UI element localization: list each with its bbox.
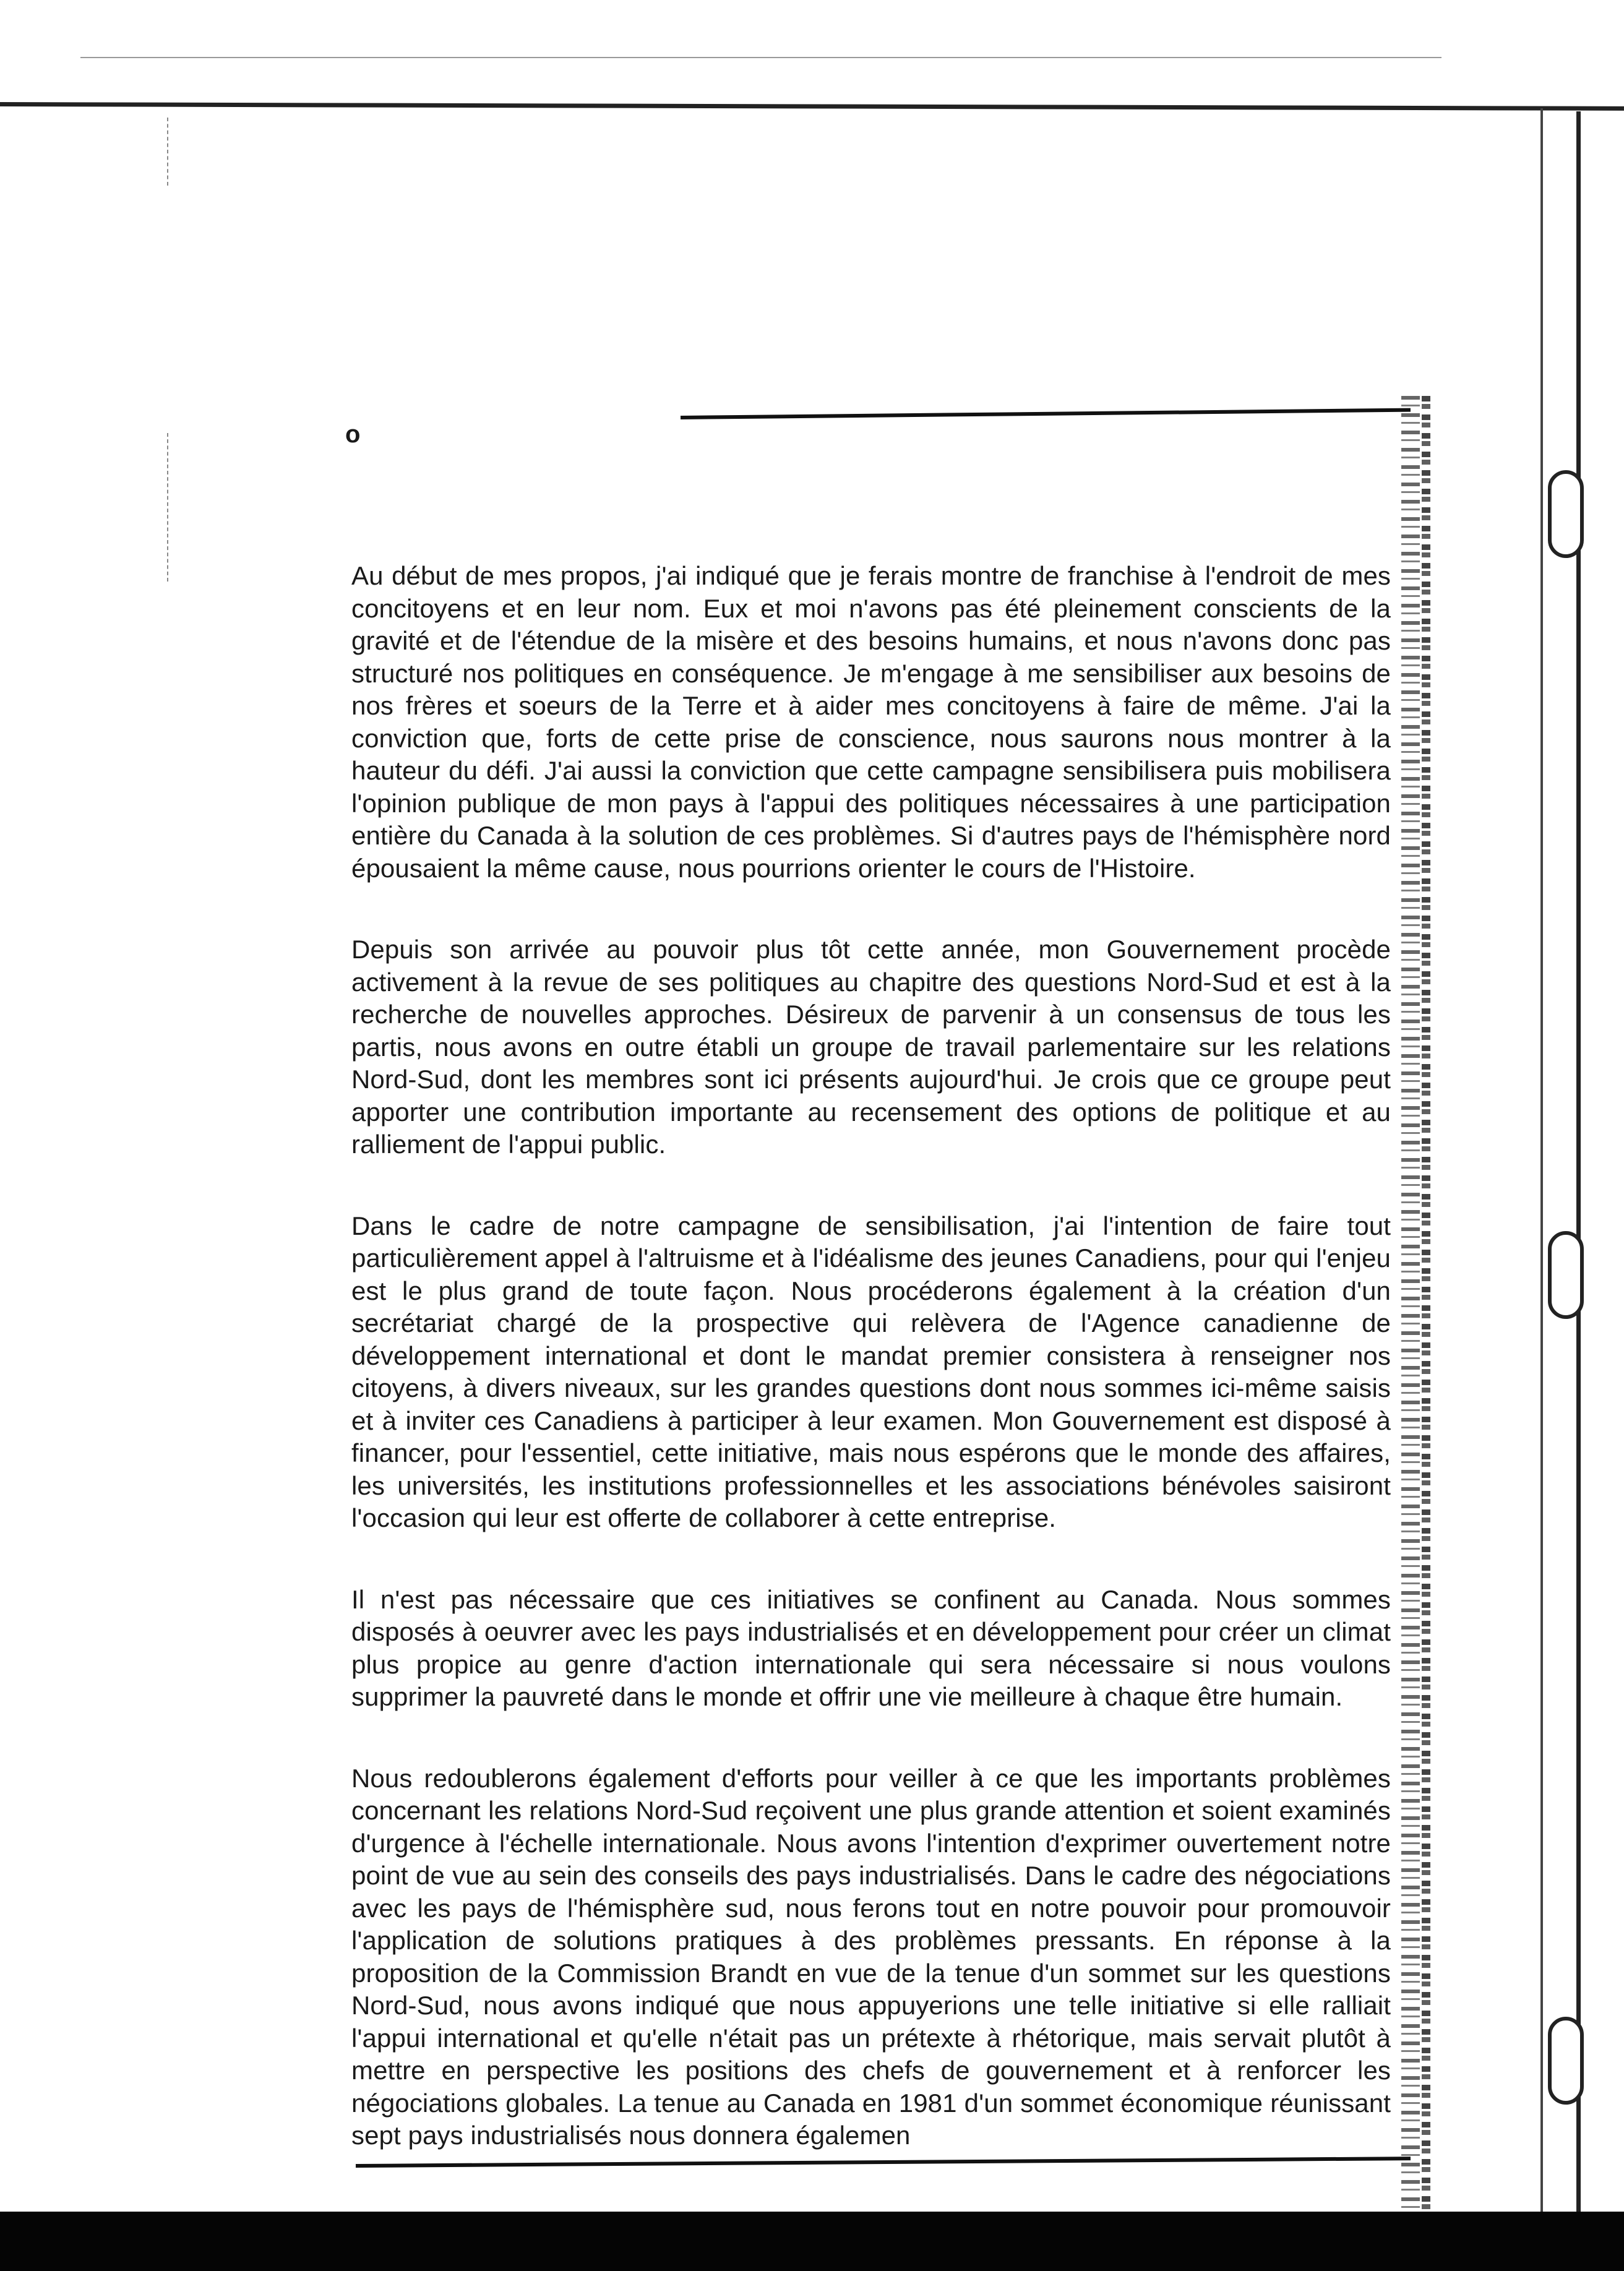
document-body [351, 560, 1391, 2152]
top-rule [681, 408, 1411, 419]
paragraph-5: Nous redoublerons également d'efforts pour veiller à ce que les importants problèmes concernant les relations Nord-Sud reçoivent une plus grande attention et soient examinés d'urgence à l'échelle internationale. Nous avons l'intention d'exprimer ouvertement notre point de vue au sein des conseils des pays industrialisés. Dans le cadre des négociations avec les pays de l'hémisphère sud, nous ferons tout en notre pouvoir pour promouvoir l'application de solutions pratiques à des problèmes pressants. En réponse à la proposition de la Commission Brandt en vue de la tenue d'un sommet sur les questions Nord-Sud, nous avons indiqué que nous appuyerions une telle initiative si elle ralliait l'appui international et qu'elle n'était pas un prétexte à rhétorique, mais servait plutôt à mettre en perspective les positions des chefs de gouvernement et à renforcer les négociations globales. La tenue au Canada en 1981 d'un sommet économique réunissant sept pays industrialisés nous donnera égalemen [351, 1763, 1391, 2150]
scan-bottom-shadow [0, 2212, 1624, 2271]
binder-ring-icon [1548, 1231, 1584, 1319]
paragraph-3: Dans le cadre de notre campagne de sensibilisation, j'ai l'intention de faire tout particulièrement appel à l'altruisme et à l'idéalisme des jeunes Canadiens, pour qui l'enjeu est le plus grand de toute façon. Nous procéderons également à la création d'un secrétariat chargé de la prospective qui relèvera de l'Agence canadienne de développement international et dont le mandat premier consistera à renseigner nos citoyens, à divers niveaux, sur les grandes questions dont nous sommes ici-même saisis et à inviter ces Canadiens à participer à leur examen. Mon Gouvernement est disposé à financer, pour l'essentiel, cette initiative, mais nous espérons que le monde des affaires, les universités, les institutions professionnelles et les associations bénévoles saisiront l'occasion qui leur est offerte de collaborer à cette entreprise. [351, 1211, 1391, 1532]
binder-frame-outer [1576, 111, 1581, 2271]
scan-noise-strip [1401, 396, 1420, 2271]
binder-frame-inner [1540, 108, 1543, 2271]
binder-ring-icon [1548, 470, 1584, 558]
margin-mark [167, 433, 168, 582]
paragraph-4: Il n'est pas nécessaire que ces initiatives se confinent au Canada. Nous sommes disposés à oeuvrer avec les pays industrialisés et en développement pour créer un climat plus propice au genre d'action internationale qui sera nécessaire si nous voulons supprimer la pauvreté dans le monde et offrir une vie meilleure à chaque être humain. [351, 1584, 1391, 1711]
page-top-edge [0, 102, 1624, 111]
bottom-rule [356, 2157, 1411, 2168]
section-mark: o [345, 421, 361, 448]
binder-ring-icon [1548, 2017, 1584, 2105]
paragraph-1: Au début de mes propos, j'ai indiqué que je ferais montre de franchise à l'endroit de mes concitoyens et en leur nom. Eux et moi n'avons pas été pleinement conscients de la gravité et de l'étendue de la misère et des besoins humains, et nous n'avons donc pas structuré nos politiques en conséquence. Je m'engage à me sensibiliser aux besoins de nos frères et soeurs de la Terre et à aider mes concitoyens à faire de même. J'ai la conviction que, forts de cette prise de conscience, nous saurons nous montrer à la hauteur du défi. J'ai aussi la conviction que cette campagne sensibilisera puis mobilisera l'opinion publique de mon pays à l'appui des politiques nécessaires à une participation entière du Canada à la solution de ces problèmes. Si d'autres pays de l'hémisphère nord épousaient la même cause, nous pourrions orienter le cours de l'Histoire. [351, 561, 1391, 883]
paragraph-2: Depuis son arrivée au pouvoir plus tôt cette année, mon Gouvernement procède activement à la revue de ses politiques au chapitre des questions Nord-Sud et est à la recherche de nouvelles approches. Désireux de parvenir à un consensus de tous les partis, nous avons en outre établi un groupe de travail parlementaire sur les relations Nord-Sud, dont les membres sont ici présents aujourd'hui. Je crois que ce groupe peut apporter une contribution importante au recensement des options de politique et au ralliement de l'appui public. [351, 935, 1391, 1159]
scan-noise-strip-2 [1422, 396, 1430, 2271]
margin-mark [167, 118, 168, 186]
scan-edge-line [80, 57, 1441, 58]
